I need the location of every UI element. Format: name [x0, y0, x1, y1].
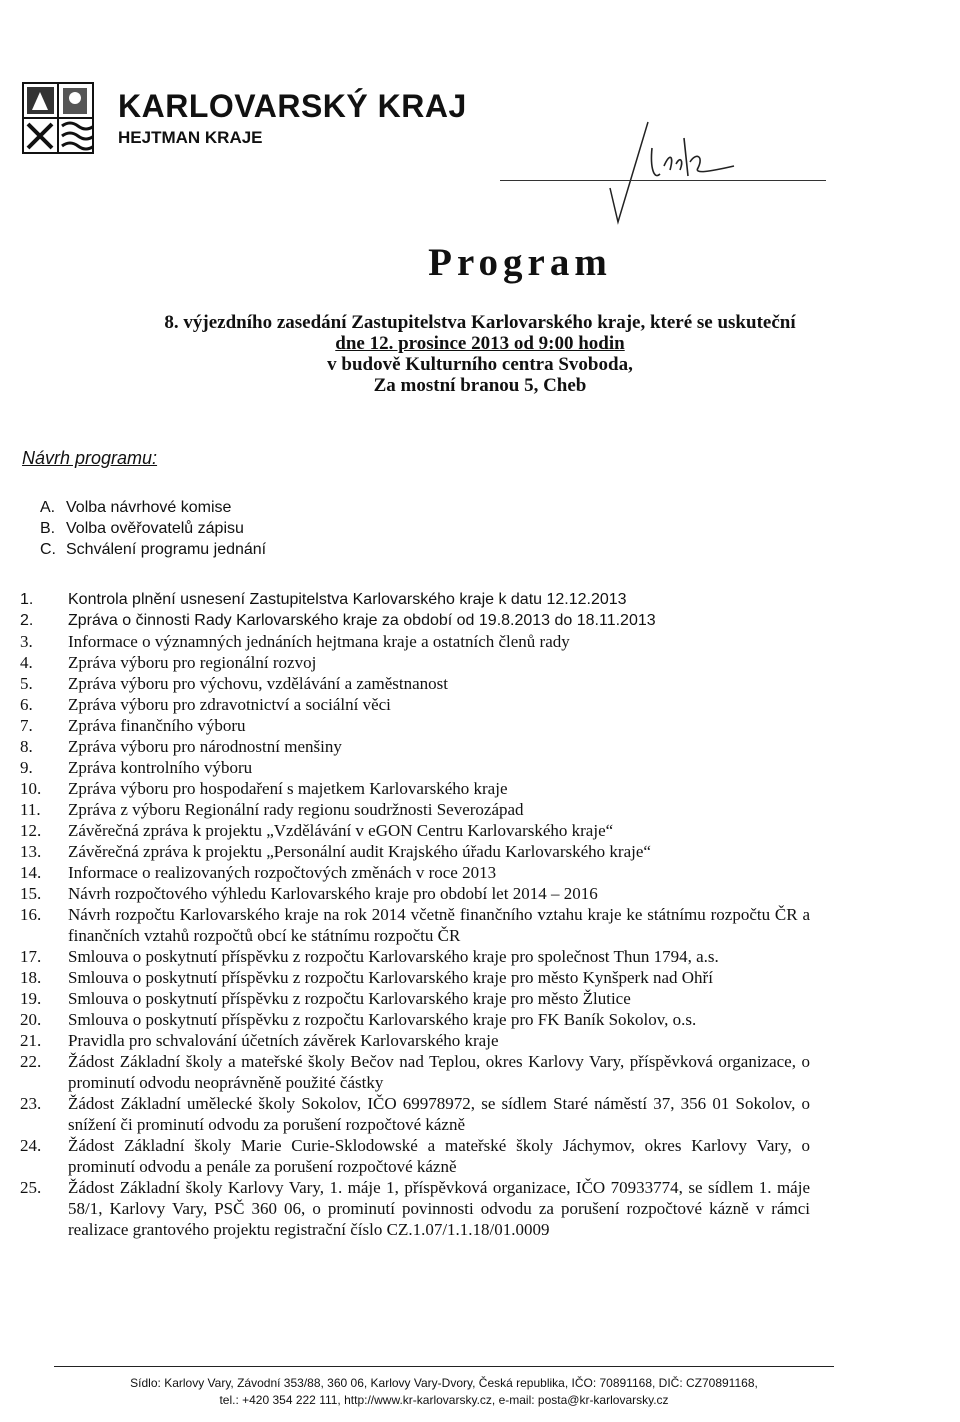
item-text: Volba ověřovatelů zápisu [66, 520, 244, 537]
item-text: Smlouva o poskytnutí příspěvku z rozpočtu Karlovarského kraje pro společnost Thun 1794, a.s. [68, 947, 719, 966]
item-number: 12. [20, 821, 42, 840]
item-text: Zpráva výboru pro zdravotnictví a sociální věci [68, 695, 391, 714]
list-item [20, 799, 810, 820]
list-item [20, 652, 810, 673]
item-number: 24. [20, 1136, 42, 1155]
item-text: Zpráva o činnosti Rady Karlovarského kraje za období od 19.8.2013 do 18.11.2013 [68, 612, 656, 629]
item-number: 17. [20, 947, 42, 966]
item-text: Schválení programu jednání [66, 541, 267, 558]
list-item [20, 589, 810, 610]
list-item [20, 1009, 810, 1030]
document-title: Program [428, 241, 612, 284]
item-text: Informace o významných jednáních hejtmana kraje a ostatních členů rady [68, 632, 570, 651]
item-number: 6. [20, 695, 33, 714]
item-number: 20. [20, 1010, 42, 1029]
meeting-venue: v budově Kulturního centra Svoboda, [327, 354, 633, 375]
list-item [20, 883, 810, 904]
list-item [20, 736, 810, 757]
item-text: Zpráva výboru pro národnostní menšiny [68, 737, 342, 756]
item-number: 15. [20, 884, 42, 903]
meeting-address: Za mostní branou 5, Cheb [373, 375, 587, 396]
item-text: Žádost Základní školy Marie Curie-Sklodowské a mateřské školy Jáchymov, okres Karlovy Vary, o prominutí odvodu a penále za porušení rozpočtové kázně [68, 1136, 810, 1176]
item-number: 22. [20, 1052, 42, 1071]
item-text: Zpráva finančního výboru [68, 716, 246, 735]
item-text: Smlouva o poskytnutí příspěvku z rozpočtu Karlovarského kraje pro město Žlutice [68, 989, 631, 1008]
list-item [20, 904, 810, 946]
list-item [20, 631, 810, 652]
header-rule [500, 180, 826, 181]
item-number: 25. [20, 1178, 42, 1197]
item-number: 23. [20, 1094, 42, 1113]
item-number: 21. [20, 1031, 42, 1050]
list-item [20, 610, 810, 631]
item-text: Návrh rozpočtového výhledu Karlovarského kraje pro období let 2014 – 2016 [68, 884, 598, 903]
list-item [40, 518, 266, 539]
item-text: Zpráva výboru pro hospodaření s majetkem Karlovarského kraje [68, 779, 508, 798]
item-text: Žádost Základní školy Karlovy Vary, 1. máje 1, příspěvková organizace, IČO 70933774, se sídlem 1. máje 58/1, Karlovy Vary, PSČ 360 06, o prominutí povinnosti odvodu za porušení rozpočtové kázně v rámci realizace grantového projektu registrační číslo CZ.1.07/1.1.18/01.0009 [68, 1178, 810, 1239]
list-item [40, 497, 266, 518]
item-text: Kontrola plnění usnesení Zastupitelstva Karlovarského kraje k datu 12.12.2013 [68, 591, 627, 608]
list-item [20, 862, 810, 883]
item-number: 5. [20, 674, 33, 693]
item-text: Zpráva výboru pro výchovu, vzdělávání a zaměstnanost [68, 674, 449, 693]
footer-address: Sídlo: Karlovy Vary, Závodní 353/88, 360 06, Karlovy Vary-Dvory, Česká republika, IČO: 70891168, DIČ: CZ70891168, [130, 1376, 758, 1390]
list-item [40, 539, 266, 560]
organization-name: KARLOVARSKÝ KRAJ [118, 88, 467, 124]
list-item [20, 1051, 810, 1093]
list-item [20, 967, 810, 988]
item-text: Pravidla pro schvalování účetních závěrek Karlovarského kraje [68, 1031, 499, 1050]
list-item [20, 715, 810, 736]
list-item [20, 757, 810, 778]
meeting-description [110, 312, 850, 396]
item-number: 9. [20, 758, 33, 777]
item-number: 11. [20, 800, 41, 819]
section-label: Návrh programu: [22, 448, 158, 468]
item-text: Závěrečná zpráva k projektu „Personální audit Krajského úřadu Karlovarského kraje“ [68, 842, 651, 861]
list-item [20, 841, 810, 862]
item-key: A. [40, 499, 56, 516]
item-text: Žádost Základní školy a mateřské školy Bečov nad Teplou, okres Karlovy Vary, příspěvková organizace, o prominutí odvodu neoprávněně použité částky [68, 1052, 810, 1092]
agenda-list [20, 589, 810, 1240]
item-text: Smlouva o poskytnutí příspěvku z rozpočtu Karlovarského kraje pro FK Baník Sokolov, o.s. [68, 1010, 697, 1029]
meeting-date: dne 12. prosince 2013 od 9:00 hodin [335, 333, 625, 354]
item-text: Informace o realizovaných rozpočtových změnách v roce 2013 [68, 863, 497, 882]
item-number: 14. [20, 863, 42, 882]
item-key: B. [40, 520, 56, 537]
coat-of-arms-logo [22, 82, 94, 154]
item-text: Zpráva z výboru Regionální rady regionu soudržnosti Severozápad [68, 800, 524, 819]
item-number: 1. [20, 591, 34, 608]
item-number: 8. [20, 737, 33, 756]
item-text: Zpráva kontrolního výboru [68, 758, 253, 777]
list-item [20, 988, 810, 1009]
item-number: 7. [20, 716, 33, 735]
list-item [20, 1135, 810, 1177]
item-text: Závěrečná zpráva k projektu „Vzdělávání v eGON Centru Karlovarského kraje“ [68, 821, 614, 840]
item-number: 10. [20, 779, 42, 798]
footer-contact [54, 1366, 834, 1409]
list-item [20, 946, 810, 967]
list-item [20, 1093, 810, 1135]
item-number: 16. [20, 905, 42, 924]
list-item [20, 1177, 810, 1240]
list-item [20, 820, 810, 841]
item-text: Volba návrhové komise [66, 499, 232, 516]
meeting-line: 8. výjezdního zasedání Zastupitelstva Karlovarského kraje, které se uskuteční [164, 312, 796, 333]
item-number: 3. [20, 632, 33, 651]
item-text: Smlouva o poskytnutí příspěvku z rozpočtu Karlovarského kraje pro město Kynšperk nad Ohří [68, 968, 713, 987]
item-text: Žádost Základní umělecké školy Sokolov, IČO 69978972, se sídlem Staré náměstí 37, 356 01 Sokolov, o snížení či prominutí odvodu za porušení rozpočtové kázně [68, 1094, 810, 1134]
organization-name-block [118, 88, 467, 150]
item-key: C. [40, 541, 56, 558]
list-item [20, 673, 810, 694]
letter-list [40, 497, 266, 560]
item-number: 2. [20, 612, 34, 629]
item-number: 13. [20, 842, 42, 861]
item-number: 18. [20, 968, 42, 987]
list-item [20, 1030, 810, 1051]
list-item [20, 694, 810, 715]
item-number: 4. [20, 653, 33, 672]
item-number: 19. [20, 989, 42, 1008]
list-item [20, 778, 810, 799]
organization-subtitle: HEJTMAN KRAJE [118, 128, 263, 147]
item-text: Zpráva výboru pro regionální rozvoj [68, 653, 317, 672]
handwritten-signature [590, 118, 830, 228]
footer-contact-line: tel.: +420 354 222 111, http://www.kr-karlovarsky.cz, e-mail: posta@kr-karlovarsky.cz [219, 1393, 669, 1407]
item-text: Návrh rozpočtu Karlovarského kraje na rok 2014 včetně finančního vztahu kraje ke státnímu rozpočtu ČR a finančních vztahů rozpočtů obcí ke státnímu rozpočtu ČR [68, 905, 810, 945]
